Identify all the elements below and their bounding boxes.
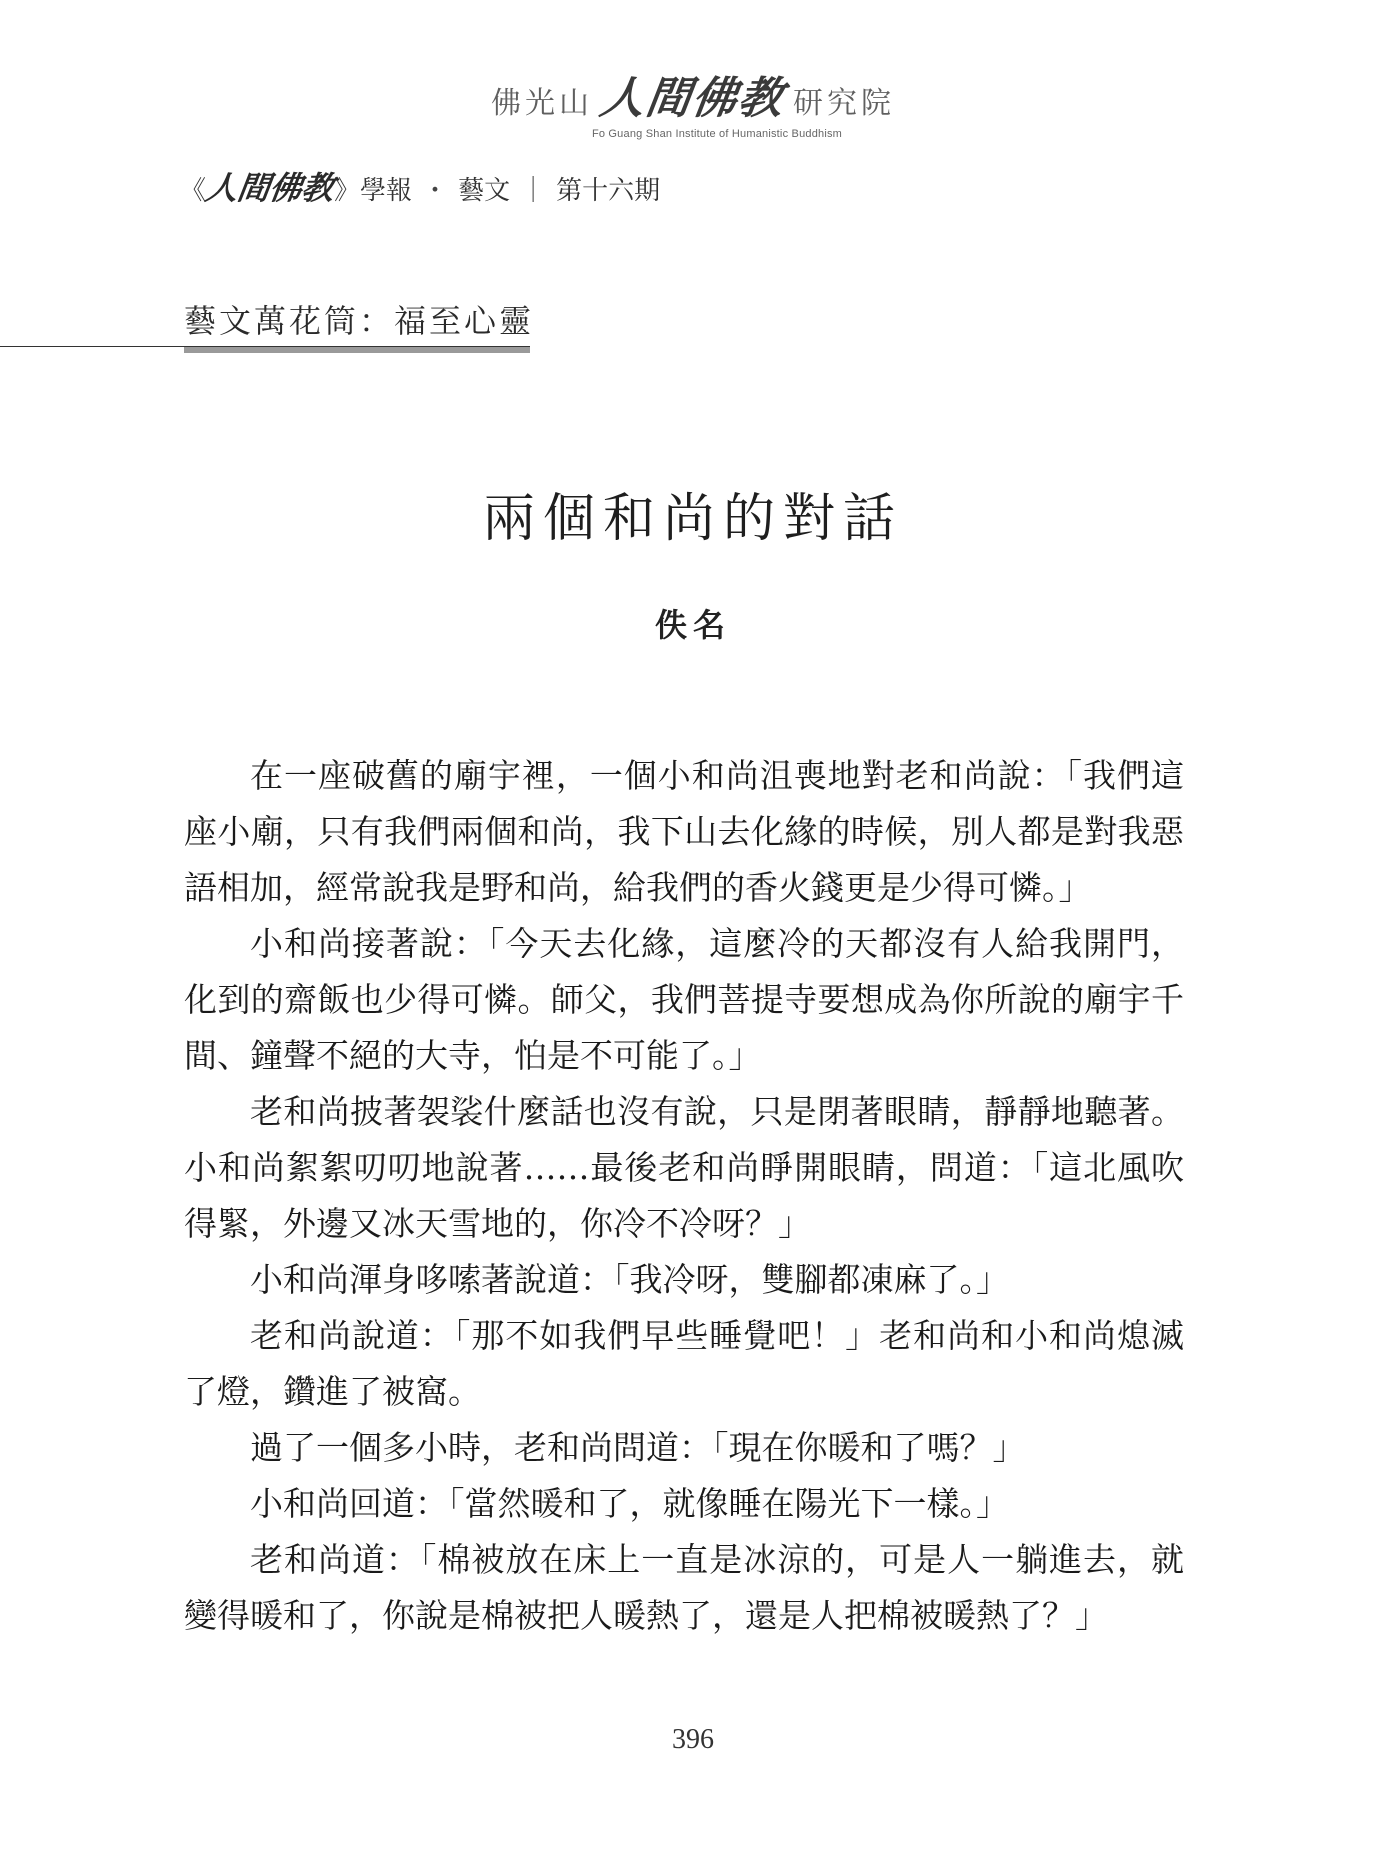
journal-calligraphy-logo: 人間佛教 (203, 169, 337, 207)
body-paragraph: 老和尚道：「棉被放在床上一直是冰涼的，可是人一躺進去，就變得暖和了，你說是棉被把人暖熱了，還是人把棉被暖熱了？」 (184, 1540, 1184, 1635)
article-body (184, 748, 1184, 1644)
body-paragraph: 小和尚回道：「當然暖和了，就像睡在陽光下一樣。」 (250, 1484, 1009, 1523)
institute-suffix: 研究院 (793, 86, 895, 121)
institute-prefix: 佛光山 (491, 86, 593, 121)
journal-running-head (180, 163, 660, 209)
body-paragraph: 過了一個多小時，老和尚問道：「現在你暖和了嗎？」 (250, 1428, 1026, 1467)
institute-name (491, 62, 895, 126)
institute-calligraphy-logo: 人間佛教 (596, 73, 788, 124)
section-underline-bar (184, 347, 530, 353)
article-author: 佚名 (654, 606, 731, 644)
journal-divider: ｜ (520, 176, 547, 206)
body-paragraph: 在一座破舊的廟宇裡，一個小和尚沮喪地對老和尚說：「我們這座小廟，只有我們兩個和尚，我下山去化緣的時候，別人都是對我惡語相加，經常說我是野和尚，給我們的香火錢更是少得可憐。」 (184, 756, 1184, 907)
body-paragraph: 小和尚渾身哆嗦著說道：「我冷呀，雙腳都凍麻了。」 (250, 1260, 1009, 1299)
journal-open-bracket: 《 (180, 176, 207, 206)
article-title: 兩個和尚的對話 (482, 489, 903, 549)
page-number: 396 (672, 1724, 714, 1755)
journal-dot: ・ (422, 176, 449, 206)
section-heading: 藝文萬花筒：福至心靈 (184, 302, 535, 340)
journal-section: 藝文 (458, 176, 511, 206)
journal-name: 》學報 (334, 176, 413, 206)
institute-logo (0, 62, 1386, 140)
institute-english-name: Fo Guang Shan Institute of Humanistic Buddhism (591, 128, 843, 140)
journal-issue: 第十六期 (556, 176, 661, 206)
body-paragraph: 老和尚披著袈裟什麼話也沒有說，只是閉著眼睛，靜靜地聽著。小和尚絮絮叨叨地說著……最後老和尚睜開眼睛，問道：「這北風吹得緊，外邊又冰天雪地的，你冷不冷呀？」 (184, 1092, 1184, 1243)
body-paragraph: 小和尚接著說：「今天去化緣，這麼冷的天都沒有人給我開門，化到的齋飯也少得可憐。師父，我們菩提寺要想成為你所說的廟宇千間、鐘聲不絕的大寺，怕是不可能了。」 (184, 924, 1184, 1075)
body-paragraph: 老和尚說道：「那不如我們早些睡覺吧！」老和尚和小和尚熄滅了燈，鑽進了被窩。 (184, 1316, 1184, 1411)
